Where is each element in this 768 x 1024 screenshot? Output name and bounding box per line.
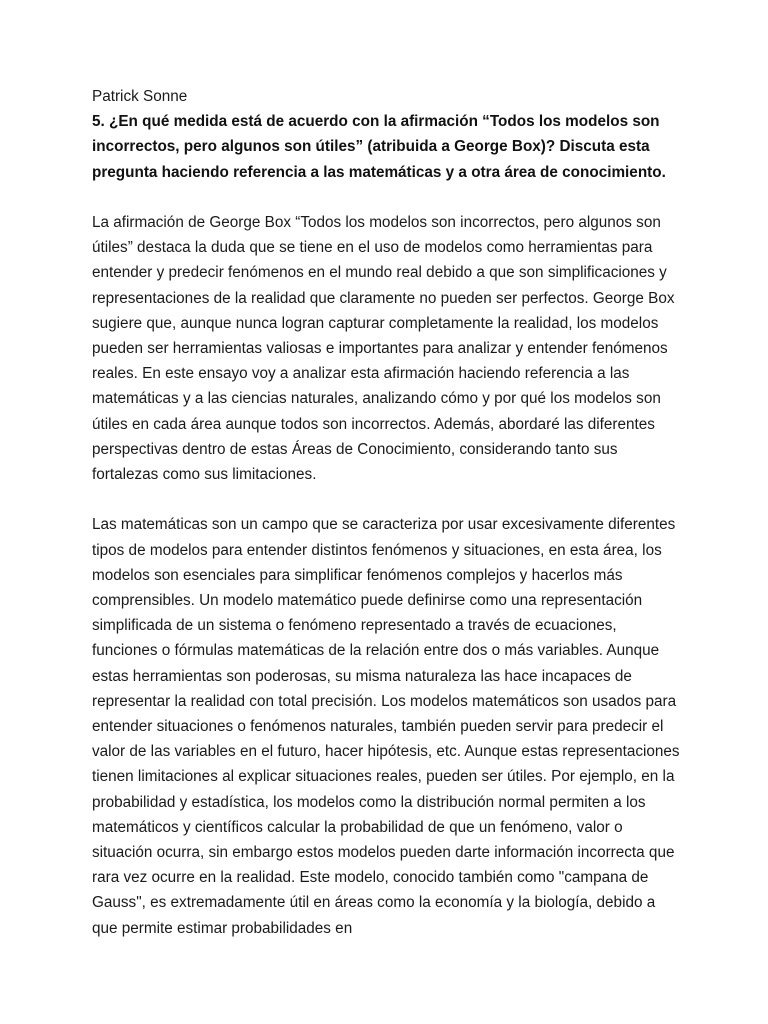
paragraph-spacer <box>92 185 682 210</box>
author-name: Patrick Sonne <box>92 88 188 105</box>
paragraph-mathematics: Las matemáticas son un campo que se caracteriza por usar excesivamente diferentes tipos de modelos para entender distintos fenómenos y situaciones, en esta área, los modelos son esenciales para simplificar fenómenos complejos y hacerlos más comprensibles. Un modelo matemático puede definirse como una representación simplificada de un sistema o fenómeno representado a través de ecuaciones, funciones o fórmulas matemáticas de la relación entre dos o más variables. Aunque estas herramientas son poderosas, su misma naturaleza las hace incapaces de representar la realidad con total precisión. Los modelos matemáticos son usados para entender situaciones o fenómenos naturales, también pueden servir para predecir el valor de las variables en el futuro, hacer hipótesis, etc. Aunque estas representaciones tienen limitaciones al explicar situaciones reales, pueden ser útiles. Por ejemplo, en la probabilidad y estadística, los modelos como la distribución normal permiten a los matemáticos y científicos calcular la probabilidad de que un fenómeno, valor o situación ocurra, sin embargo estos modelos pueden darte información incorrecta que rara vez ocurre en la realidad. Este modelo, conocido también como "campana de Gauss", es extremadamente útil en áreas como la economía y la biología, debido a que permite estimar probabilidades en <box>92 516 680 937</box>
document-body <box>92 84 682 941</box>
essay-question: 5. ¿En qué medida está de acuerdo con la afirmación “Todos los modelos son incorrectos, pero algunos son útiles” (atribuida a George Box)? Discuta esta pregunta haciendo referencia a las matemáticas y a otra área de conocimiento. <box>92 113 666 181</box>
paragraph-introduction: La afirmación de George Box “Todos los modelos son incorrectos, pero algunos son útiles” destaca la duda que se tiene en el uso de modelos como herramientas para entender y predecir fenómenos en el mundo real debido a que son simplificaciones y representaciones de la realidad que claramente no pueden ser perfectos. George Box sugiere que, aunque nunca logran capturar completamente la realidad, los modelos pueden ser herramientas valiosas e importantes para analizar y entender fenómenos reales. En este ensayo voy a analizar esta afirmación haciendo referencia a las matemáticas y a las ciencias naturales, analizando cómo y por qué los modelos son útiles en cada área aunque todos son incorrectos. Además, abordaré las diferentes perspectivas dentro de estas Áreas de Conocimiento, considerando tanto sus fortalezas como sus limitaciones. <box>92 214 675 484</box>
paragraph-spacer <box>92 487 682 512</box>
